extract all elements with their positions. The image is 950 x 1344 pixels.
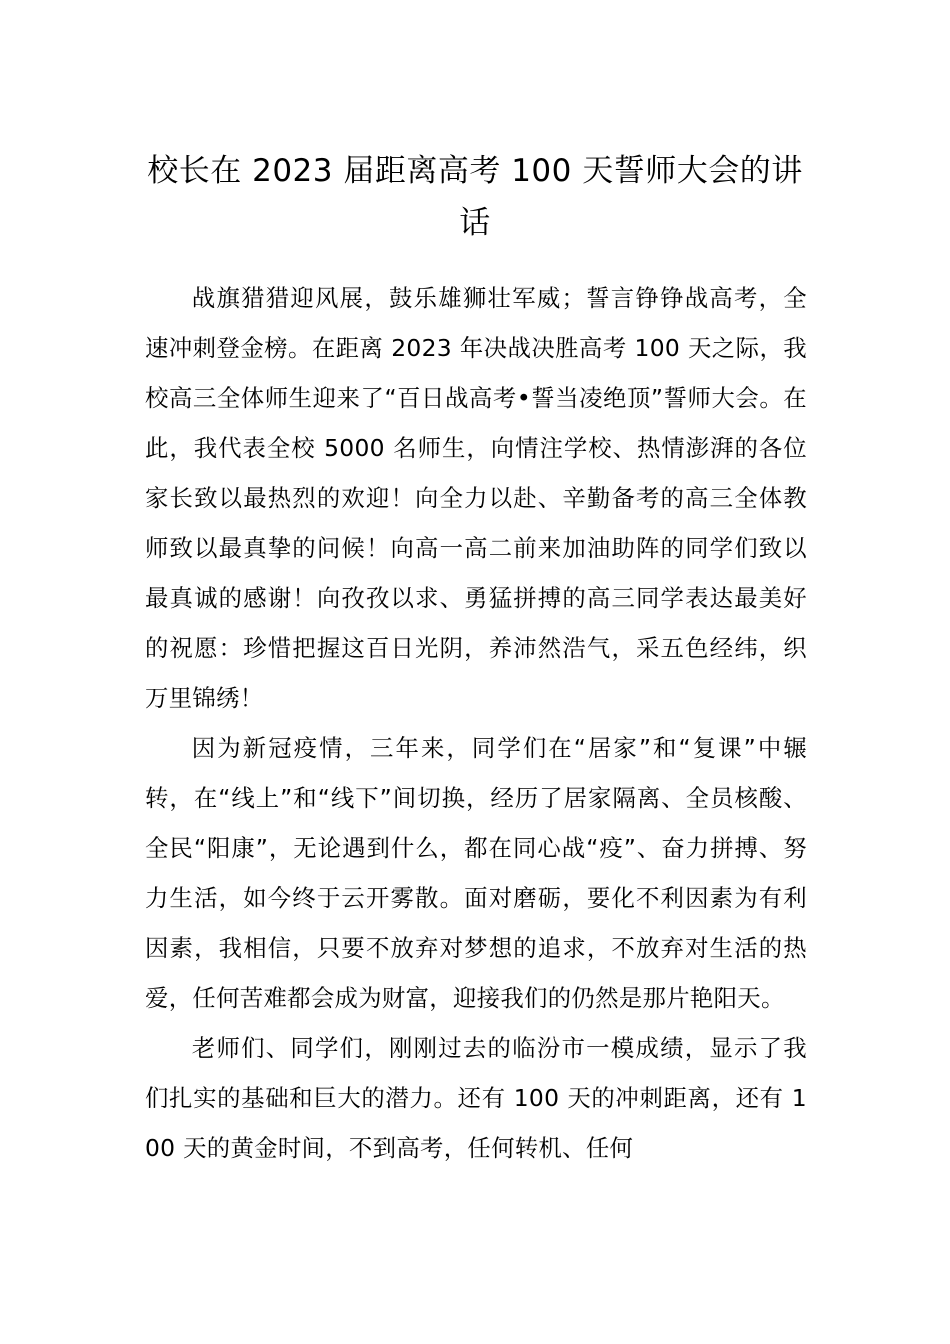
document-body	[145, 273, 807, 1173]
paragraph-3: 老师们、同学们，刚刚过去的临汾市一模成绩，显示了我们扎实的基础和巨大的潜力。还有 100 天的冲刺距离，还有 100 天的黄金时间，不到高考，任何转机、任何	[145, 1034, 807, 1162]
paragraph-2: 因为新冠疫情，三年来，同学们在“居家”和“复课”中辗转，在“线上”和“线下”间切换，经历了居家隔离、全员核酸、全民“阳康”，无论遇到什么，都在同心战“疫”、奋力拼搏、努力生活，如今终于云开雾散。面对磨砺，要化不利因素为有利因素，我相信，只要不放弃对梦想的追求，不放弃对生活的热爱，任何苦难都会成为财富，迎接我们的仍然是那片艳阳天。	[145, 734, 807, 1012]
document-title: 校长在 2023 届距离高考 100 天誓师大会的讲话	[147, 152, 803, 241]
paragraph-1: 战旗猎猎迎风展，鼓乐雄狮壮军威；誓言铮铮战高考，全速冲刺登金榜。在距离 2023 年决战决胜高考 100 天之际，我校高三全体师生迎来了“百日战高考•誓当凌绝顶”誓师大会。在此，我代表全校 5000 名师生，向情注学校、热情澎湃的各位家长致以最热烈的欢迎！向全力以赴、辛勤备考的高三全体教师致以最真挚的问候！向高一高二前来加油助阵的同学们致以最真诚的感谢！向孜孜以求、勇猛拼搏的高三同学表达最美好的祝愿：珍惜把握这百日光阴，养沛然浩气，采五色经纬，织万里锦绣！	[145, 284, 807, 712]
